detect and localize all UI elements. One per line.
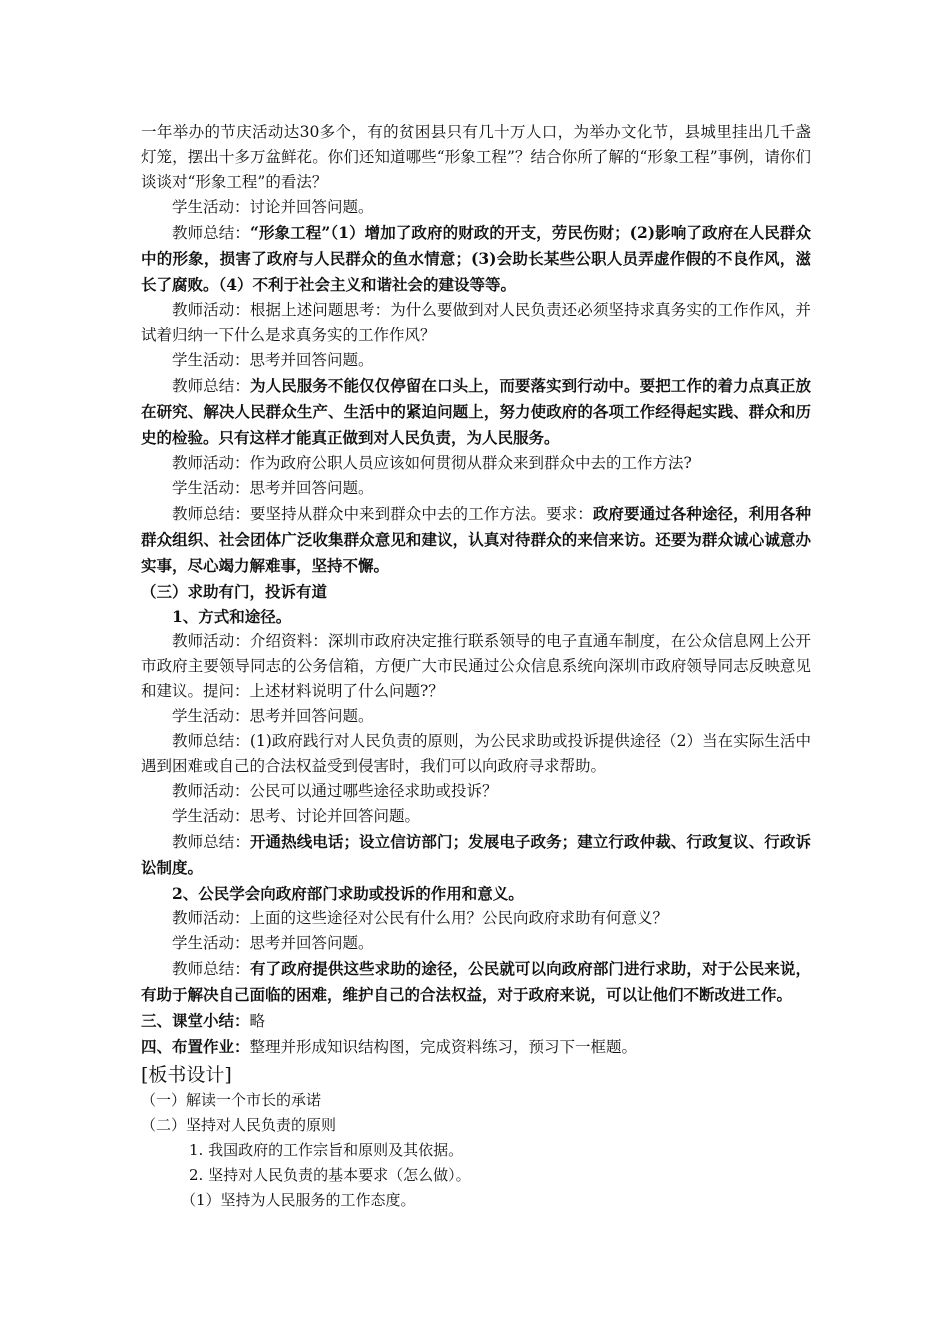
paragraph-label: 三、课堂小结：: [141, 1011, 250, 1030]
paragraph: [141, 881, 811, 906]
paragraph: [141, 476, 811, 501]
paragraph-text: 为人民服务不能仅仅停留在口头上，而要落实到行动中。要把工作的着力点真正放在研究、解决人民群众生产、生活中的紧迫问题上，努力使政府的各项工作经得起实践、群众和历史的检验。只有这样才能真正做到对人民负责，为人民服务。: [141, 376, 811, 447]
paragraph-text: 一年举办的节庆活动达30多个，有的贫困县只有几十万人口，为举办文化节，县城里挂出几千盏灯笼，摆出十多万盆鲜花。你们还知道哪些“形象工程”？结合你所了解的“形象工程”事例，请你们谈谈对“形象工程”的看法？: [141, 123, 811, 191]
paragraph: [141, 1188, 811, 1213]
paragraph-text: 1、方式和途径。: [172, 607, 292, 626]
paragraph: [141, 1034, 811, 1060]
paragraph: [141, 451, 811, 476]
paragraph-text: 教师活动：上面的这些途径对公民有什么用？公民向政府求助有何意义？: [172, 909, 669, 927]
paragraph: [141, 120, 811, 195]
paragraph-label: 教师总结：要坚持从群众中来到群众中去的工作方法。要求：: [172, 505, 593, 523]
paragraph: [141, 931, 811, 956]
paragraph-text: 开通热线电话；设立信访部门；发展电子政务；建立行政仲裁、行政复议、行政诉讼制度。: [141, 832, 811, 877]
paragraph-text: （一）解读一个市长的承诺: [141, 1091, 322, 1109]
paragraph: [141, 1163, 811, 1188]
paragraph-label: 教师总结：: [172, 224, 250, 242]
paragraph-text: 学生活动：思考并回答问题。: [172, 479, 374, 497]
paragraph-text: 学生活动：思考并回答问题。: [172, 707, 374, 725]
document-page: [141, 120, 811, 1213]
paragraph-text: 有了政府提供这些求助的途径，公民就可以向政府部门进行求助，对于公民来说，有助于解决自己面临的困难，维护自己的合法权益，对于政府来说，可以让他们不断改进工作。: [141, 959, 811, 1004]
paragraph-text: 学生活动：思考并回答问题。: [172, 351, 374, 369]
paragraph-text: 教师总结：(1)政府践行对人民负责的原则，为公民求助或投诉提供途径（2）当在实际生活中遇到困难或自己的合法权益受到侵害时，我们可以向政府寻求帮助。: [141, 732, 811, 775]
paragraph-text: 学生活动：思考、讨论并回答问题。: [172, 807, 421, 825]
paragraph: [141, 373, 811, 451]
paragraph-text: 教师活动：介绍资料：深圳市政府决定推行联系领导的电子直通车制度，在公众信息网上公开市政府主要领导同志的公务信箱，方便广大市民通过公众信息系统向深圳市政府领导同志反映意见和建议。提问：上述材料说明了什么问题?？: [141, 632, 811, 700]
paragraph-text: 整理并形成知识结构图，完成资料练习，预习下一框题。: [249, 1038, 638, 1056]
paragraph: [141, 195, 811, 220]
paragraph-text: 2、公民学会向政府部门求助或投诉的作用和意义。: [172, 884, 524, 903]
paragraph: [141, 629, 811, 704]
section-caption: [141, 1062, 811, 1088]
paragraph: [141, 804, 811, 829]
paragraph: [141, 1138, 811, 1163]
paragraph: [141, 298, 811, 348]
paragraph-text: 学生活动：讨论并回答问题。: [172, 198, 374, 216]
paragraph: [141, 729, 811, 779]
paragraph-text: 教师活动：作为政府公职人员应该如何贯彻从群众来到群众中去的工作方法?: [172, 454, 692, 472]
paragraph-text: 教师活动：公民可以通过哪些途径求助或投诉？: [172, 782, 498, 800]
paragraph-text: 略: [249, 1012, 266, 1030]
paragraph: [141, 779, 811, 804]
paragraph-text: （二）坚持对人民负责的原则: [141, 1116, 337, 1134]
paragraph-text: 政府要通过各种途径，利用各种群众组织、社会团体广泛收集群众意见和建议，认真对待群众的来信来访。还要为群众诚心诚意办实事，尽心竭力解难事，坚持不懈。: [141, 504, 811, 575]
paragraph: [141, 1088, 811, 1113]
paragraph-label: 教师总结：: [172, 833, 250, 851]
paragraph-label: 教师总结：: [172, 960, 250, 978]
paragraph: [141, 956, 811, 1008]
paragraph-text: 教师活动：根据上述问题思考：为什么要做到对人民负责还必须坚持求真务实的工作作风，并试着归纳一下什么是求真务实的工作作风？: [141, 301, 811, 344]
paragraph-text: （三）求助有门，投诉有道: [141, 582, 328, 601]
paragraph: [141, 1113, 811, 1138]
paragraph-text: [板书设计]: [141, 1064, 232, 1086]
paragraph-label: 教师总结：: [172, 377, 250, 395]
paragraph: [141, 501, 811, 579]
paragraph: [141, 348, 811, 373]
paragraph: [141, 704, 811, 729]
paragraph: [141, 604, 811, 629]
paragraph: [141, 1008, 811, 1034]
paragraph: [141, 220, 811, 298]
paragraph-text: “形象工程”（1）增加了政府的财政的开支，劳民伤财；(2)影响了政府在人民群众中的形象，损害了政府与人民群众的鱼水情意；(3)会助长某些公职人员弄虚作假的不良作风，滋长了腐败。（4）不利于社会主义和谐社会的建设等等。: [141, 223, 811, 294]
paragraph-label: 四、布置作业：: [141, 1037, 250, 1056]
paragraph-text: （1）坚持为人民服务的工作态度。: [181, 1191, 416, 1209]
paragraph-text: 学生活动：思考并回答问题。: [172, 934, 374, 952]
paragraph: [141, 906, 811, 931]
paragraph: [141, 579, 811, 604]
paragraph-text: 1. 我国政府的工作宗旨和原则及其依据。: [189, 1141, 464, 1159]
paragraph-text: 2. 坚持对人民负责的基本要求（怎么做）。: [189, 1166, 471, 1184]
paragraph: [141, 829, 811, 881]
